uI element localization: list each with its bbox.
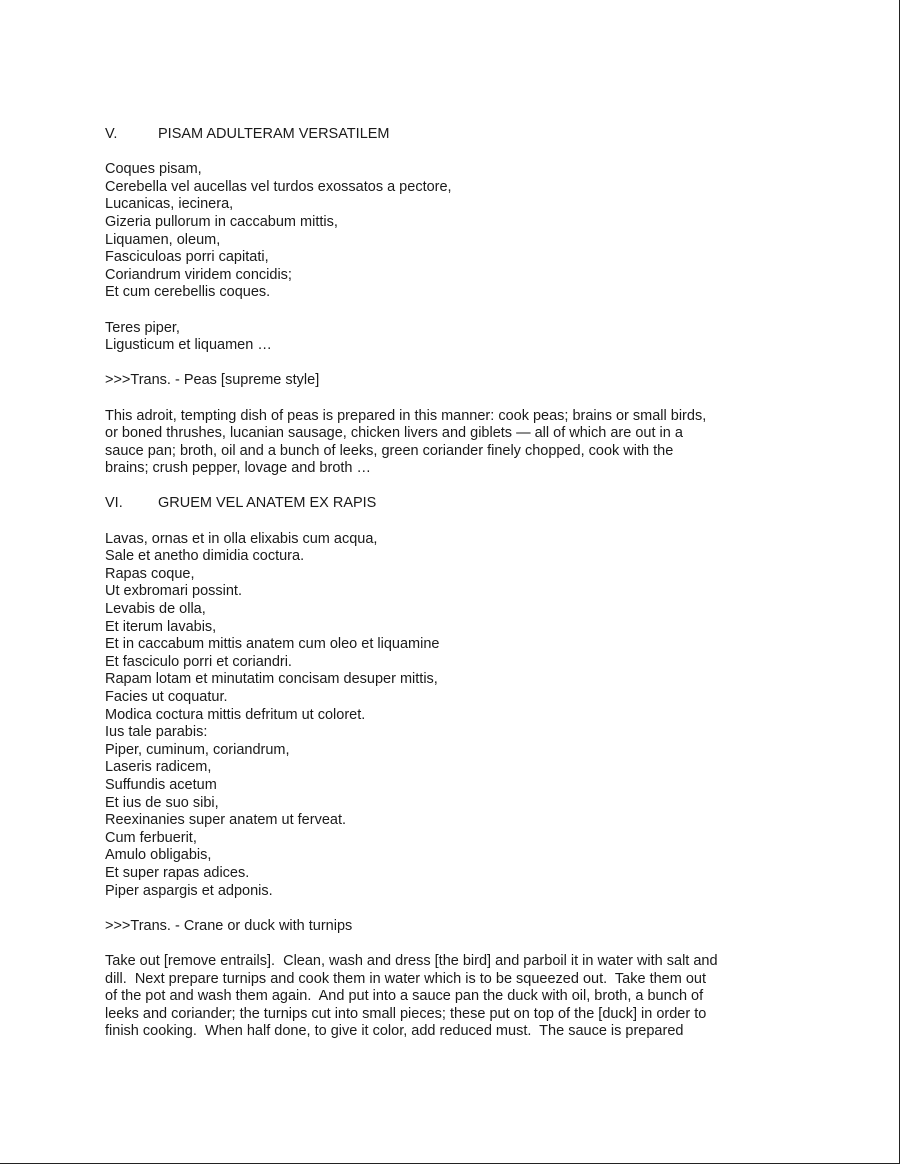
verse-line: Ius tale parabis:: [105, 724, 208, 741]
spacer: [105, 935, 805, 953]
spacer: [105, 900, 805, 918]
verse-line: Lucanicas, iecinera,: [105, 196, 234, 213]
verse-line: Fasciculoas porri capitati,: [105, 249, 269, 266]
translation-heading: >>>Trans. - Peas [supreme style]: [105, 372, 320, 389]
section-number: V.: [105, 126, 118, 142]
verse-line: Amulo obligabis,: [105, 847, 212, 864]
verse-line: Et cum cerebellis coques.: [105, 284, 271, 301]
verse-line: Teres piper,: [105, 319, 180, 336]
latin-verse-block: [105, 320, 805, 355]
paragraph-line: sauce pan; broth, oil and a bunch of leeks, green coriander finely chopped, cook with the: [105, 442, 674, 459]
paragraph-line: dill. Next prepare turnips and cook them in water which is to be squeezed out. Take them out: [105, 970, 707, 987]
paragraph-line: finish cooking. When half done, to give it color, add reduced must. The sauce is prepared: [105, 1023, 684, 1040]
section-heading: [105, 126, 805, 144]
verse-line: Sale et anetho dimidia coctura.: [105, 548, 305, 565]
verse-line: Coriandrum viridem concidis;: [105, 266, 292, 283]
section-title: PISAM ADULTERAM VERSATILEM: [158, 126, 390, 142]
spacer: [105, 390, 805, 408]
translation-paragraph: [105, 408, 805, 478]
verse-line: Lavas, ornas et in olla elixabis cum acqua,: [105, 530, 378, 547]
paragraph-line: brains; crush pepper, lovage and broth …: [105, 460, 371, 477]
translation-paragraph: [105, 953, 805, 1041]
section-title: GRUEM VEL ANATEM EX RAPIS: [158, 495, 377, 512]
verse-line: Rapas coque,: [105, 565, 195, 582]
spacer: [105, 144, 805, 162]
verse-line: Et in caccabum mittis anatem cum oleo et liquamine: [105, 636, 440, 653]
paragraph-line: of the pot and wash them again. And put into a sauce pan the duck with oil, broth, a bunch of: [105, 988, 704, 1005]
verse-line: Cum ferbuerit,: [105, 829, 197, 846]
verse-line: Piper aspargis et adponis.: [105, 882, 273, 899]
verse-line: Facies ut coquatur.: [105, 689, 228, 705]
verse-line: Suffundis acetum: [105, 776, 217, 793]
verse-line: Et super rapas adices.: [105, 864, 250, 881]
paragraph-line: leeks and coriander; the turnips cut into small pieces; these put on top of the [duck] in order to: [105, 1005, 707, 1022]
verse-line: Et iterum lavabis,: [105, 618, 217, 635]
section-number: VI.: [105, 495, 123, 512]
verse-line: Ligusticum et liquamen …: [105, 337, 272, 354]
latin-verse-block: [105, 161, 805, 302]
verse-line: Liquamen, oleum,: [105, 231, 221, 248]
page-content: [105, 126, 805, 1041]
verse-line: Levabis de olla,: [105, 601, 206, 618]
section-heading: [105, 495, 805, 513]
spacer: [105, 478, 805, 496]
verse-line: Modica coctura mittis defritum ut coloret.: [105, 706, 366, 723]
paragraph-line: or boned thrushes, lucanian sausage, chicken livers and giblets — all of which are out in a: [105, 425, 683, 442]
verse-line: Piper, cuminum, coriandrum,: [105, 741, 290, 758]
paragraph-line: Take out [remove entrails]. Clean, wash and dress [the bird] and parboil it in water with salt and: [105, 952, 718, 969]
spacer: [105, 302, 805, 320]
spacer: [105, 355, 805, 373]
verse-line: Coques pisam,: [105, 161, 202, 178]
verse-line: Rapam lotam et minutatim concisam desuper mittis,: [105, 671, 438, 688]
latin-verse-block: [105, 531, 805, 900]
verse-line: Et fasciculo porri et coriandri.: [105, 653, 292, 670]
verse-line: Et ius de suo sibi,: [105, 794, 219, 811]
verse-line: Reexinanies super anatem ut ferveat.: [105, 812, 346, 829]
verse-line: Ut exbromari possint.: [105, 583, 242, 600]
translation-heading: >>>Trans. - Crane or duck with turnips: [105, 917, 353, 934]
spacer: [105, 513, 805, 531]
paragraph-line: This adroit, tempting dish of peas is prepared in this manner: cook peas; brains or small birds,: [105, 407, 707, 424]
verse-line: Laseris radicem,: [105, 759, 212, 776]
verse-line: Gizeria pullorum in caccabum mittis,: [105, 213, 338, 230]
verse-line: Cerebella vel aucellas vel turdos exossatos a pectore,: [105, 178, 452, 195]
